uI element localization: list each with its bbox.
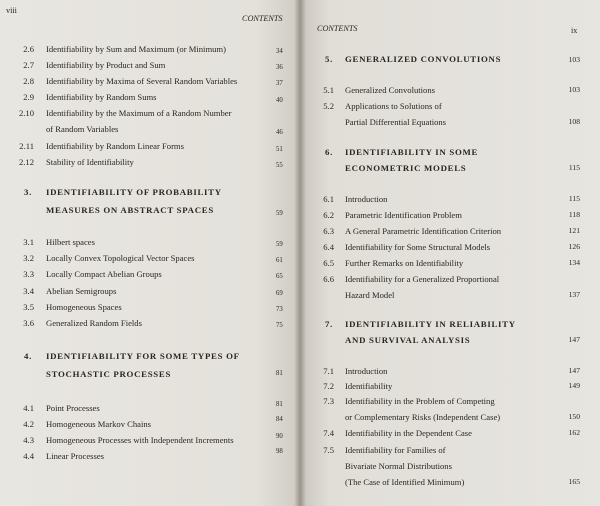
toc-entry-number: 7.2 [323,381,334,391]
toc-entry-page: 37 [276,80,283,87]
toc-entry-title: Abelian Semigroups [46,286,117,296]
chapter-title: IDENTIFIABILITY OF PROBABILITY [46,187,222,197]
toc-entry-title: Identifiability by Random Sums [46,92,157,102]
toc-entry-title: Homogeneous Spaces [46,302,122,312]
left-running-head: CONTENTS [242,14,283,23]
toc-entry-page: 69 [276,290,283,297]
toc-entry-title-continued: or Complementary Risks (Independent Case) [345,412,501,422]
toc-entry-page: 90 [276,433,283,440]
chapter-number: 7. [325,319,333,329]
toc-entry-page: 73 [276,306,283,313]
toc-entry-number: 6.1 [323,194,334,204]
toc-entry-title: Identifiability for a Generalized Proportional [345,274,500,284]
toc-entry-title: Identifiability by Sum and Maximum (or Minimum) [46,44,226,54]
toc-entry-page: 162 [568,428,580,437]
toc-entry-number: 5.1 [323,85,334,95]
toc-entry-page: 65 [276,273,283,280]
toc-entry-title: Identifiability by the Maximum of a Random Number [46,108,232,118]
toc-entry-title: Stability of Identifiability [46,157,134,167]
toc-entry-page: 51 [276,146,283,153]
toc-entry-title: Point Processes [46,403,100,413]
toc-entry-number: 2.6 [23,44,34,54]
toc-entry-number: 2.10 [18,108,34,118]
toc-entry-number: 6.6 [323,274,334,284]
toc-entry-page: 147 [568,366,580,375]
toc-entry-page: 59 [276,241,283,248]
toc-entry-page: 137 [568,290,580,299]
toc-entry-page: 81 [276,401,283,408]
toc-entry-number: 7.3 [323,396,334,406]
toc-entry-number: 4.2 [23,419,34,429]
toc-entry-title: Introduction [345,366,388,376]
toc-entry-page: 108 [568,117,580,126]
chapter-page: 115 [568,163,580,172]
toc-entry-page: 75 [276,322,283,329]
toc-entry-number: 6.5 [323,258,334,268]
toc-entry-page: 150 [568,412,580,421]
chapter-title: IDENTIFIABILITY IN SOME [345,147,479,157]
toc-entry-title: Parametric Identification Problem [345,210,462,220]
toc-entry-number: 2.11 [19,141,34,151]
toc-entry-number: 6.2 [323,210,334,220]
right-page-number: ix [571,26,578,35]
toc-entry-number: 4.3 [23,435,34,445]
right-page [300,0,600,506]
chapter-number: 5. [325,54,333,64]
toc-entry-number: 5.2 [323,101,334,111]
chapter-title: IDENTIFIABILITY FOR SOME TYPES OF [46,351,240,361]
toc-entry-title-continued: of Random Variables [46,124,119,134]
left-page-number: viii [6,6,17,15]
chapter-title-continued: MEASURES ON ABSTRACT SPACES [46,205,214,215]
toc-entry-number: 4.4 [23,451,34,461]
chapter-title: GENERALIZED CONVOLUTIONS [345,54,502,64]
chapter-page: 103 [568,55,580,64]
toc-entry-number: 2.12 [18,157,34,167]
toc-entry-title: Linear Processes [46,451,104,461]
toc-entry-number: 3.6 [23,318,34,328]
toc-entry-page: 46 [276,129,283,136]
toc-entry-title: Identifiability in the Problem of Competing [345,396,495,406]
toc-entry-number: 7.5 [323,445,334,455]
toc-entry-page: 103 [568,85,580,94]
toc-entry-number: 3.3 [23,269,34,279]
toc-entry-title: Hilbert spaces [46,237,95,247]
toc-entry-title: Homogeneous Markov Chains [46,419,152,429]
chapter-title: IDENTIFIABILITY IN RELIABILITY [345,319,516,329]
toc-entry-number: 3.4 [23,286,34,296]
toc-entry-title: Generalized Random Fields [46,318,142,328]
toc-entry-page: 98 [276,448,283,455]
toc-entry-number: 3.5 [23,302,34,312]
toc-entry-number: 6.4 [323,242,334,252]
toc-entry-number: 3.1 [23,237,34,247]
chapter-page: 59 [276,210,283,217]
toc-entry-title-continued: Partial Differential Equations [345,117,447,127]
toc-entry-number: 6.3 [323,226,334,236]
toc-entry-title: Identifiability in the Dependent Case [345,428,472,438]
toc-entry-number: 7.1 [323,366,334,376]
toc-entry-title: Identifiability by Random Linear Forms [46,141,184,151]
toc-entry-page: 84 [276,416,283,423]
toc-entry-number: 7.4 [323,428,334,438]
toc-entry-number: 4.1 [23,403,34,413]
toc-entry-title: Further Remarks on Identifiability [345,258,464,268]
chapter-number: 4. [24,351,32,361]
toc-entry-title: Identifiability for Some Structural Models [345,242,491,252]
chapter-page: 147 [568,335,580,344]
toc-entry-title: Identifiability for Families of [345,445,446,455]
toc-entry-title: Locally Convex Topological Vector Spaces [46,253,195,263]
toc-entry-page: 61 [276,257,283,264]
chapter-page: 81 [276,370,283,377]
toc-entry-number: 2.8 [23,76,34,86]
toc-entry-number: 2.7 [23,60,34,70]
chapter-title-continued: AND SURVIVAL ANALYSIS [345,335,471,345]
toc-entry-title-continued: Bivariate Normal Distributions [345,461,452,471]
toc-entry-page: 115 [568,194,580,203]
right-running-head: CONTENTS [317,24,358,33]
toc-entry-page: 36 [276,64,283,71]
toc-entry-title: A General Parametric Identification Criterion [345,226,502,236]
toc-entry-number: 2.9 [23,92,34,102]
toc-entry-title-continued: Hazard Model [345,290,395,300]
chapter-title-continued: ECONOMETRIC MODELS [345,163,467,173]
toc-entry-page: 121 [568,226,580,235]
toc-entry-title: Introduction [345,194,388,204]
toc-entry-page: 55 [276,162,283,169]
toc-entry-title: Identifiability by Maxima of Several Random Variables [46,76,238,86]
toc-entry-title: Locally Compact Abelian Groups [46,269,162,279]
toc-entry-page: 134 [568,258,580,267]
toc-entry-title: Identifiability by Product and Sum [46,60,166,70]
toc-entry-page: 118 [568,210,580,219]
toc-entry-page: 126 [568,242,580,251]
toc-entry-title: Generalized Convolutions [345,85,435,95]
toc-entry-number: 3.2 [23,253,34,263]
toc-entry-page: 165 [568,477,580,486]
toc-entry-title-continued: (The Case of Identified Minimum) [345,477,465,487]
toc-entry-page: 40 [276,97,283,104]
chapter-number: 6. [325,147,333,157]
toc-entry-title: Identifiability [345,381,393,391]
chapter-number: 3. [24,187,32,197]
toc-entry-page: 149 [568,381,580,390]
chapter-title-continued: STOCHASTIC PROCESSES [46,369,172,379]
book-gutter [294,0,306,506]
toc-entry-title: Homogeneous Processes with Independent Increments [46,435,234,445]
toc-entry-title: Applications to Solutions of [345,101,442,111]
toc-entry-page: 34 [276,48,283,55]
